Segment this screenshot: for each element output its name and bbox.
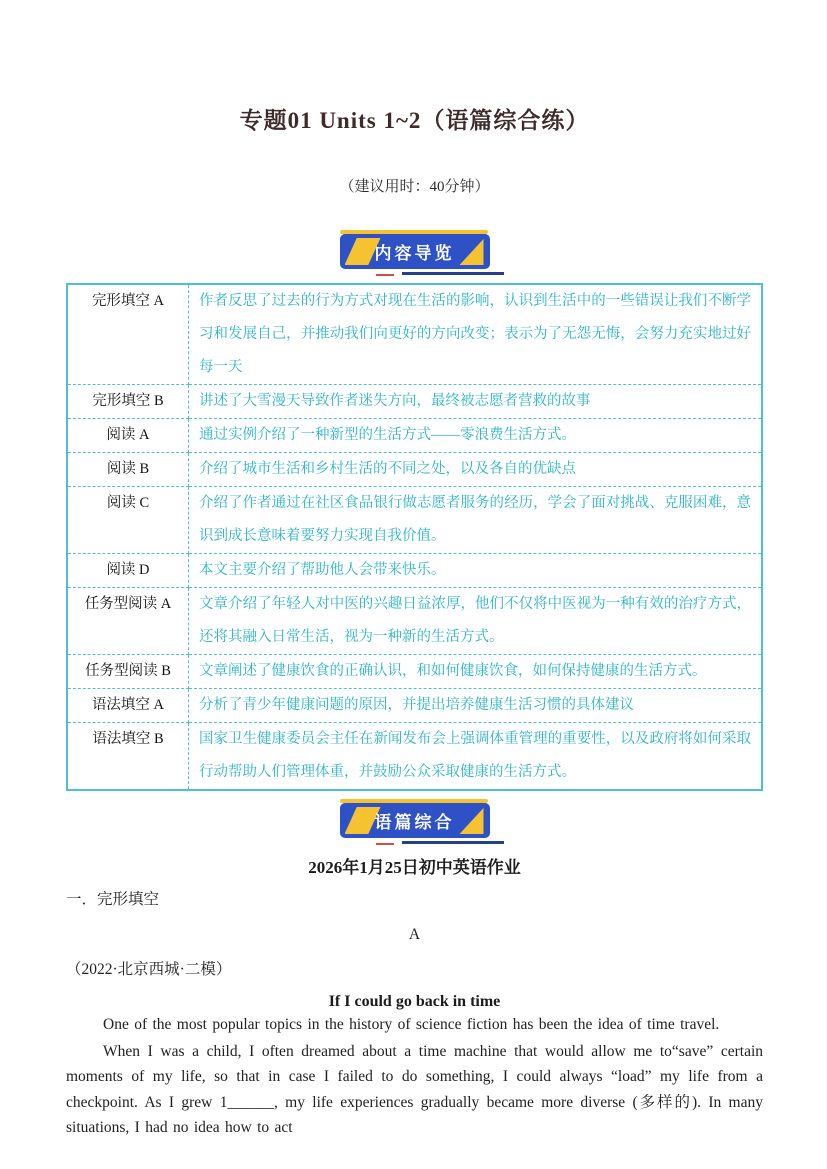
section-label: 一．完形填空 xyxy=(66,891,160,908)
row-desc: 本文主要介绍了帮助他人会带来快乐。 xyxy=(189,554,763,588)
row-label: 阅读 D xyxy=(67,554,189,588)
table-row xyxy=(67,453,762,487)
banner-top-accent xyxy=(340,799,488,803)
table-row xyxy=(67,689,762,723)
row-label: 语法填空 B xyxy=(67,723,189,791)
row-desc: 介绍了作者通过在社区食品银行做志愿者服务的经历，学会了面对挑战、克服困难，意识到成长意味着要努力实现自我价值。 xyxy=(189,487,763,554)
passage-paragraph: One of the most popular topics in the history of science fiction has been the idea of time travel. xyxy=(103,1016,720,1033)
row-desc: 讲述了大雪漫天导致作者迷失方向，最终被志愿者营救的故事 xyxy=(189,385,763,419)
banner-right-flag-icon xyxy=(460,808,484,834)
row-desc: 介绍了城市生活和乡村生活的不同之处，以及各自的优缺点 xyxy=(189,453,763,487)
row-label: 阅读 B xyxy=(67,453,189,487)
banner-right-flag-icon xyxy=(460,239,484,265)
row-label: 任务型阅读 B xyxy=(67,655,189,689)
banner-bottom-accent xyxy=(402,841,504,844)
content-guide-banner xyxy=(66,234,763,269)
banner-top-accent xyxy=(340,230,488,234)
overview-table-body xyxy=(67,284,762,790)
table-row xyxy=(67,723,762,791)
exam-source: （2022·北京西城·二模） xyxy=(66,961,232,978)
ribbon-banner xyxy=(340,803,490,838)
table-row xyxy=(67,419,762,453)
passage-title: If I could go back in time xyxy=(328,993,501,1010)
passage-body xyxy=(66,1012,763,1141)
table-row xyxy=(67,588,762,655)
banner-label: 内容导览 xyxy=(374,244,455,263)
row-desc: 文章阐述了健康饮食的正确认识，和如何健康饮食，如何保持健康的生活方式。 xyxy=(189,655,763,689)
row-desc: 作者反思了过去的行为方式对现在生活的影响，认识到生活中的一些错误让我们不断学习和发展自己，并推动我们向更好的方向改变；表示为了无怨无悔，会努力充实地过好每一天 xyxy=(189,284,763,385)
part-label: A xyxy=(408,926,421,943)
table-row xyxy=(67,554,762,588)
row-desc: 文章介绍了年轻人对中医的兴趣日益浓厚，他们不仅将中医视为一种有效的治疗方式，还将其融入日常生活，视为一种新的生活方式。 xyxy=(189,588,763,655)
row-desc: 国家卫生健康委员会主任在新闻发布会上强调体重管理的重要性，以及政府将如何采取行动帮助人们管理体重，并鼓励公众采取健康的生活方式。 xyxy=(189,723,763,791)
row-label: 完形填空 A xyxy=(67,284,189,385)
banner-bottom-accent xyxy=(402,272,504,275)
homework-heading: 2026年1月25日初中英语作业 xyxy=(308,858,521,877)
comprehensive-banner xyxy=(66,803,763,838)
row-label: 阅读 C xyxy=(67,487,189,554)
passage-paragraph: When I was a child, I often dreamed about a time machine that would allow me to“save” certain moments of my life, so that in case I failed to do something, I could always “load” my life from a checkpoint. As I grew 1______, my life experiences gradually became more diverse (多样的). In many situations, I had no idea how to act xyxy=(66,1042,763,1136)
row-label: 语法填空 A xyxy=(67,689,189,723)
overview-table xyxy=(66,283,763,791)
page-title: 专题01 Units 1~2（语篇综合练） xyxy=(239,108,590,133)
row-label: 完形填空 B xyxy=(67,385,189,419)
row-desc: 通过实例介绍了一种新型的生活方式——零浪费生活方式。 xyxy=(189,419,763,453)
table-row xyxy=(67,284,762,385)
row-label: 阅读 A xyxy=(67,419,189,453)
banner-label: 语篇综合 xyxy=(374,813,455,832)
ribbon-banner xyxy=(340,234,490,269)
table-row xyxy=(67,385,762,419)
row-label: 任务型阅读 A xyxy=(67,588,189,655)
row-desc: 分析了青少年健康问题的原因，并提出培养健康生活习惯的具体建议 xyxy=(189,689,763,723)
table-row xyxy=(67,655,762,689)
table-row xyxy=(67,487,762,554)
banner-red-dash xyxy=(376,843,394,845)
banner-red-dash xyxy=(376,274,394,276)
suggested-time: （建议用时：40分钟） xyxy=(339,179,490,195)
